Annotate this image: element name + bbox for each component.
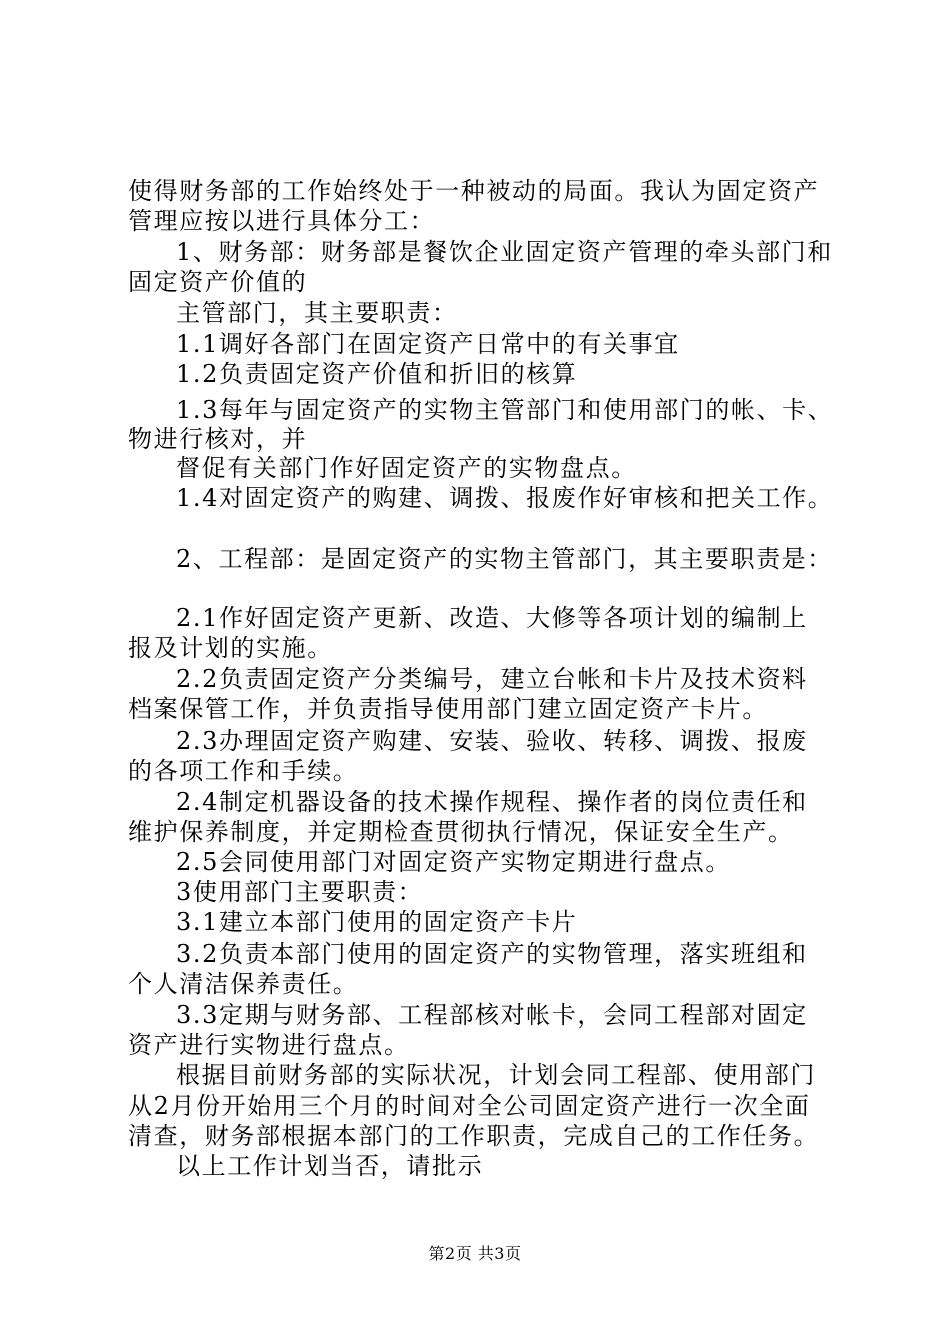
paragraph-line: 从2月份开始用三个月的时间对全公司固定资产进行一次全面 — [128, 1092, 811, 1120]
list-item-3-3: 3.3定期与财务部、工程部核对帐卡，会同工程部对固定 — [176, 1001, 808, 1029]
paragraph-line: 档案保管工作，并负责指导使用部门建立固定资产卡片。 — [128, 695, 768, 723]
list-item-1-2: 1.2负责固定资产价值和折旧的核算 — [176, 360, 578, 388]
paragraph-line: 维护保养制度，并定期检查贯彻执行情况，保证安全生产。 — [128, 818, 794, 846]
closing-line: 以上工作计划当否，请批示 — [176, 1152, 484, 1180]
list-item-1-3: 1.3每年与固定资产的实物主管部门和使用部门的帐、卡、 — [176, 396, 834, 424]
paragraph-line: 根据目前财务部的实际状况，计划会同工程部、使用部门 — [176, 1061, 816, 1089]
list-item-1-1: 1.1调好各部门在固定资产日常中的有关事宜 — [176, 330, 680, 358]
paragraph-line: 个人清洁保养责任。 — [128, 970, 359, 998]
paragraph-line: 主管部门，其主要职责： — [176, 299, 458, 327]
paragraph-line: 清查，财务部根据本部门的工作职责，完成自己的工作任务。 — [128, 1122, 820, 1150]
list-item-2-3: 2.3办理固定资产购建、安装、验收、转移、调拨、报废 — [176, 727, 808, 755]
section-heading-finance: 1、财务部：财务部是餐饮企业固定资产管理的牵头部门和 — [176, 238, 833, 266]
list-item-2-2: 2.2负责固定资产分类编号，建立台帐和卡片及技术资料 — [176, 665, 808, 693]
list-item-3-1: 3.1建立本部门使用的固定资产卡片 — [176, 908, 578, 936]
paragraph-line: 报及计划的实施。 — [128, 634, 333, 662]
list-item-2-5: 2.5会同使用部门对固定资产实物定期进行盘点。 — [176, 848, 731, 876]
paragraph-line: 的各项工作和手续。 — [128, 757, 359, 785]
list-item-2-1: 2.1作好固定资产更新、改造、大修等各项计划的编制上 — [176, 604, 808, 632]
paragraph-line: 资产进行实物进行盘点。 — [128, 1031, 410, 1059]
section-heading-engineering: 2、工程部：是固定资产的实物主管部门，其主要职责是： — [176, 545, 833, 573]
paragraph-line: 管理应按以进行具体分工： — [128, 207, 436, 235]
page-number: 第2页 共3页 — [428, 1244, 522, 1263]
list-item-3-2: 3.2负责本部门使用的固定资产的实物管理，落实班组和 — [176, 940, 808, 968]
paragraph-line: 固定资产价值的 — [128, 268, 308, 296]
paragraph-line: 使得财务部的工作始终处于一种被动的局面。我认为固定资产 — [128, 177, 820, 205]
paragraph-line: 督促有关部门作好固定资产的实物盘点。 — [176, 454, 637, 482]
list-item-2-4: 2.4制定机器设备的技术操作规程、操作者的岗位责任和 — [176, 788, 808, 816]
section-heading-users: 3使用部门主要职责： — [176, 878, 424, 906]
paragraph-line: 物进行核对，并 — [128, 425, 308, 453]
list-item-1-4: 1.4对固定资产的购建、调拨、报废作好审核和把关工作。 — [176, 484, 834, 512]
